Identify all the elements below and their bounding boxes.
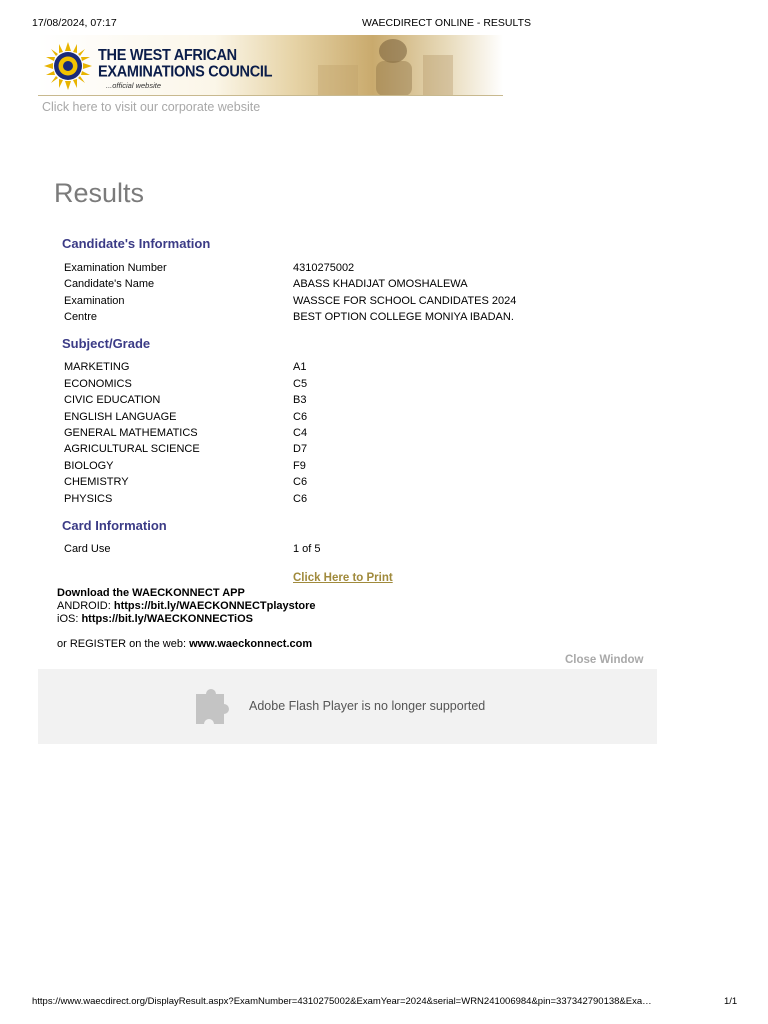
subject-grade: C6 (293, 476, 308, 488)
waec-banner[interactable] (38, 35, 503, 96)
subject-grade: C4 (293, 427, 308, 439)
row-label: Examination Number (64, 262, 167, 274)
row-value: ABASS KHADIJAT OMOSHALEWA (293, 278, 468, 290)
flash-plugin-placeholder (38, 669, 657, 744)
row-label: Card Use (64, 543, 111, 555)
register-web-link[interactable]: www.waeckonnect.com (189, 638, 313, 650)
page-title: Results (54, 178, 145, 208)
banner-photo-illustration (288, 35, 488, 96)
subject-name: AGRICULTURAL SCIENCE (64, 443, 200, 455)
row-value: 1 of 5 (293, 543, 321, 555)
subject-name: ENGLISH LANGUAGE (64, 411, 177, 423)
subject-grade: A1 (293, 361, 307, 373)
row-label: Candidate's Name (64, 278, 155, 290)
banner-title (98, 47, 272, 81)
print-datetime: 17/08/2024, 07:17 (32, 17, 117, 29)
subject-name: GENERAL MATHEMATICS (64, 427, 198, 439)
subject-name: ECONOMICS (64, 378, 132, 390)
android-store-link[interactable]: https://bit.ly/WAECKONNECTplaystore (113, 600, 316, 612)
subject-grade-heading: Subject/Grade (62, 336, 151, 351)
app-promo (57, 587, 316, 626)
candidate-info-heading: Candidate's Information (62, 236, 211, 251)
row-value: 4310275002 (293, 262, 355, 274)
plugin-puzzle-icon (190, 684, 234, 728)
subject-name: CIVIC EDUCATION (64, 394, 161, 406)
banner-divider (38, 95, 503, 96)
subject-name: CHEMISTRY (64, 476, 129, 488)
subject-grade: F9 (293, 460, 306, 472)
banner-title-line2: EXAMINATIONS COUNCIL (98, 64, 273, 81)
subject-grade: D7 (293, 443, 308, 455)
android-line (57, 600, 316, 613)
register-label: or REGISTER on the web: (57, 638, 190, 650)
android-label: ANDROID: (57, 600, 114, 612)
ios-store-link[interactable]: https://bit.ly/WAECKONNECTiOS (81, 613, 253, 625)
print-url: https://www.waecdirect.org/DisplayResult.aspx?ExamNumber=4310275002&ExamYear=2024&serial=WRN241006984&pin=337342790138&Exa… (32, 996, 652, 1007)
row-value: BEST OPTION COLLEGE MONIYA IBADAN. (293, 311, 514, 323)
card-info-heading: Card Information (62, 518, 167, 533)
row-value: WASSCE FOR SCHOOL CANDIDATES 2024 (293, 295, 517, 307)
ios-line (57, 613, 316, 626)
banner-subtitle: ...official website (106, 81, 162, 90)
subject-grade: C6 (293, 493, 308, 505)
waec-crest-logo (44, 42, 92, 90)
close-window-button[interactable]: Close Window (565, 654, 644, 666)
print-button[interactable]: Click Here to Print (293, 572, 393, 584)
print-page-count: 1/1 (724, 996, 738, 1007)
subject-grade: B3 (293, 394, 307, 406)
ios-label: iOS: (57, 613, 82, 625)
register-line (57, 638, 312, 651)
row-label: Examination (64, 295, 125, 307)
subject-name: BIOLOGY (64, 460, 114, 472)
subject-name: PHYSICS (64, 493, 113, 505)
print-page-title: WAECDIRECT ONLINE - RESULTS (362, 17, 531, 29)
banner-title-line1: THE WEST AFRICAN (98, 47, 237, 64)
subject-grade: C6 (293, 411, 308, 423)
corporate-website-link[interactable]: Click here to visit our corporate website (42, 100, 261, 114)
subject-grade: C5 (293, 378, 308, 390)
row-label: Centre (64, 311, 98, 323)
subject-name: MARKETING (64, 361, 130, 373)
flash-unsupported-message: Adobe Flash Player is no longer supported (249, 699, 486, 713)
download-app-line: Download the WAECKONNECT APP (57, 587, 245, 599)
